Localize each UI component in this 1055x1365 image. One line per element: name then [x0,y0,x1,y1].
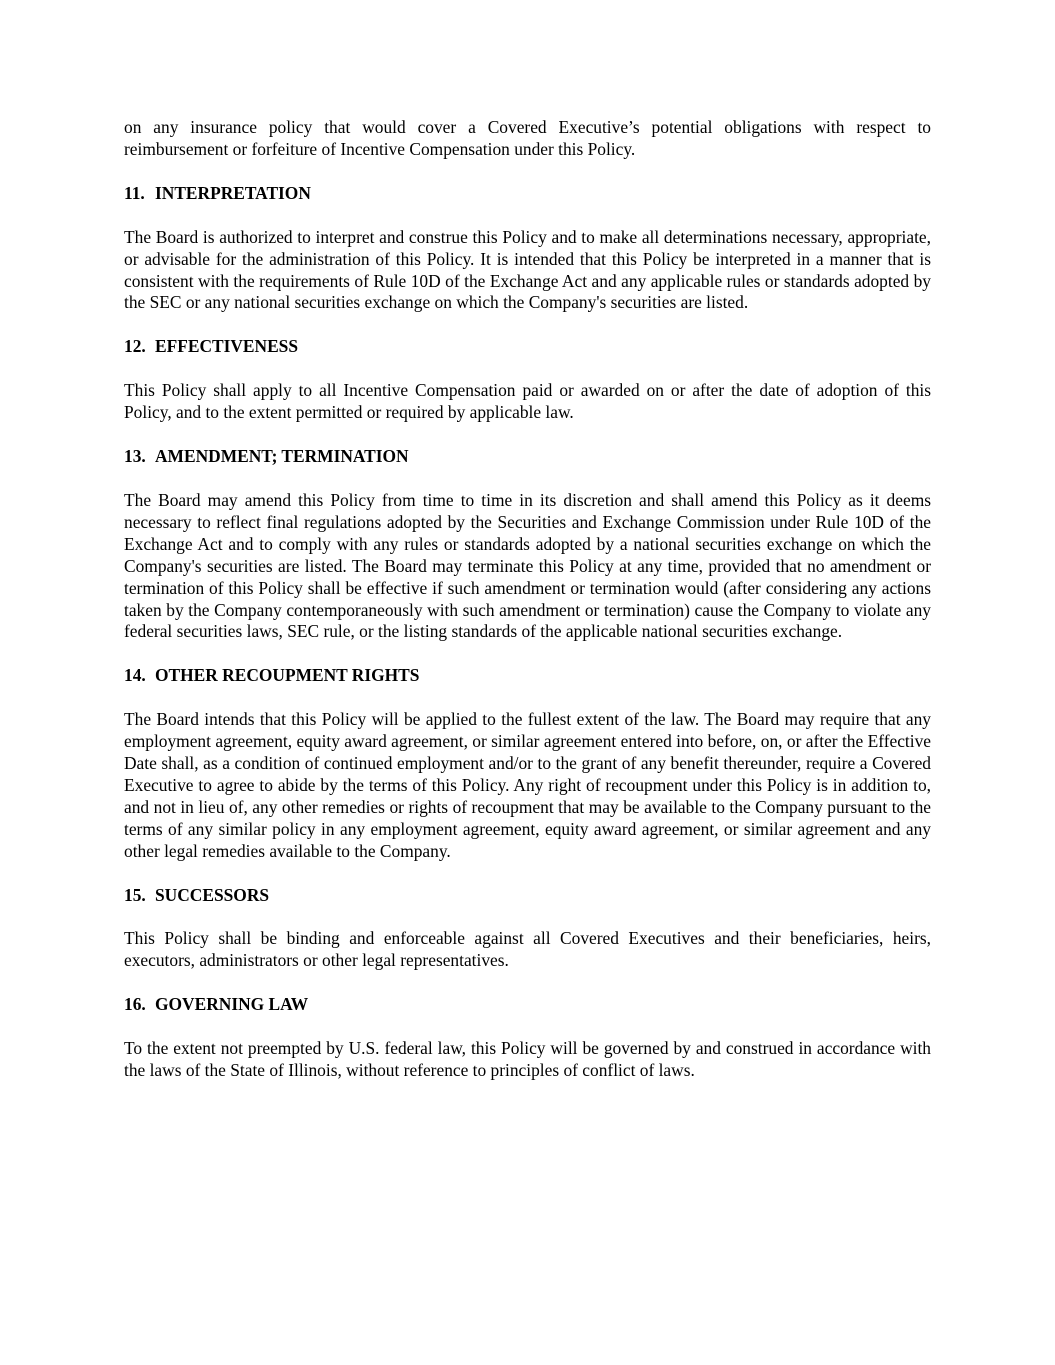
section-heading [124,885,931,907]
section-successors [124,885,931,973]
section-title: GOVERNING LAW [155,994,309,1015]
section-number: 15. [124,884,146,905]
section-number: 14. [124,665,146,686]
section-title: OTHER RECOUPMENT RIGHTS [155,665,420,686]
section-heading [124,665,931,687]
section-other-recoupment-rights [124,665,931,862]
section-title: INTERPRETATION [155,182,311,203]
section-heading [124,336,931,358]
document-page [124,117,931,1082]
section-body: To the extent not preempted by U.S. federal law, this Policy will be governed by and construed in accordance with the laws of the State of Illinois, without reference to principles of conflict of laws. [124,1038,931,1081]
section-title: AMENDMENT; TERMINATION [155,446,409,467]
section-interpretation [124,183,931,315]
section-title: SUCCESSORS [155,884,270,905]
section-body: This Policy shall apply to all Incentive Compensation paid or awarded on or after the date of adoption of this Policy, and to the extent permitted or required by applicable law. [124,380,931,423]
section-number: 16. [124,994,146,1015]
section-heading [124,183,931,205]
section-governing-law [124,994,931,1082]
section-body: The Board may amend this Policy from time to time in its discretion and shall amend this Policy as it deems necessary to reflect final regulations adopted by the Securities and Exchange Commission under Rule 10D of the Exchange Act and to comply with any rules or standards adopted by a national securities exchange on which the Company's securities are listed. The Board may terminate this Policy at any time, provided that no amendment or termination of this Policy shall be effective if such amendment or termination would (after considering any actions taken by the Company contemporaneously with such amendment or termination) cause the Company to violate any federal securities laws, SEC rule, or the listing standards of the applicable national securities exchange. [124,489,931,642]
section-number: 12. [124,336,146,357]
section-effectiveness [124,336,931,424]
section-heading [124,446,931,468]
section-body: This Policy shall be binding and enforceable against all Covered Executives and their beneficiaries, heirs, executors, administrators or other legal representatives. [124,928,931,971]
section-title: EFFECTIVENESS [155,336,299,357]
section-heading [124,994,931,1016]
section-amendment-termination [124,446,931,643]
intro-paragraph: on any insurance policy that would cover a Covered Executive’s potential obligations with respect to reimbursement or forfeiture of Incentive Compensation under this Policy. [124,117,931,159]
section-number: 13. [124,446,146,467]
section-body: The Board is authorized to interpret and construe this Policy and to make all determinations necessary, appropriate, or advisable for the administration of this Policy. It is intended that this Policy be interpreted in a manner that is consistent with the requirements of Rule 10D of the Exchange Act and any applicable rules or standards adopted by the SEC or any national securities exchange on which the Company's securities are listed. [124,226,931,313]
section-body: The Board intends that this Policy will be applied to the fullest extent of the law. The Board may require that any employment agreement, equity award agreement, or similar agreement entered into before, on, or after the Effective Date shall, as a condition of continued employment and/or to the grant of any benefit thereunder, require a Covered Executive to agree to abide by the terms of this Policy. Any right of recoupment under this Policy is in addition to, and not in lieu of, any other remedies or rights of recoupment that may be available to the Company pursuant to the terms of any similar policy in any employment agreement, equity award agreement, or similar agreement and any other legal remedies available to the Company. [124,709,931,861]
section-number: 11. [124,182,145,203]
